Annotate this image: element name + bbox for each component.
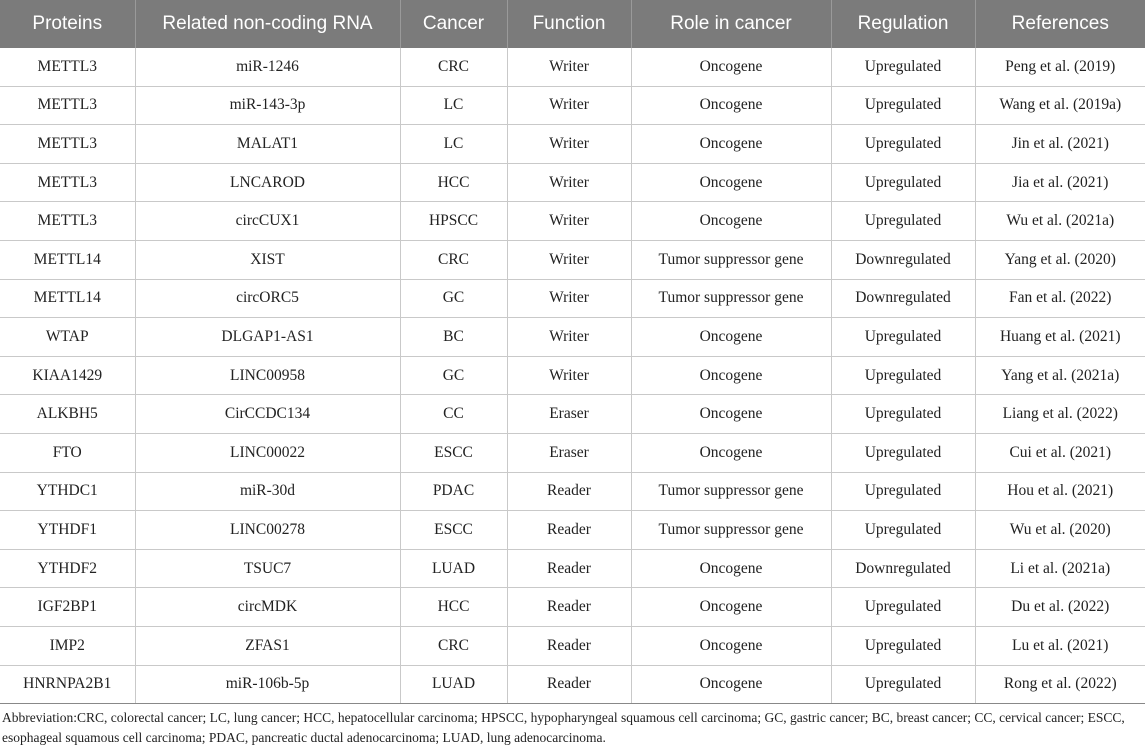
table-cell: Reader bbox=[507, 549, 631, 588]
table-cell: GC bbox=[400, 279, 507, 318]
table-cell: Upregulated bbox=[831, 318, 975, 357]
table-cell: miR-106b-5p bbox=[135, 665, 400, 704]
table-cell: Tumor suppressor gene bbox=[631, 279, 831, 318]
table-cell: ALKBH5 bbox=[0, 395, 135, 434]
column-header: References bbox=[975, 0, 1145, 48]
table-cell: LINC00958 bbox=[135, 356, 400, 395]
table-cell: Hou et al. (2021) bbox=[975, 472, 1145, 511]
table-cell: KIAA1429 bbox=[0, 356, 135, 395]
table-cell: Oncogene bbox=[631, 626, 831, 665]
table-footnote: Abbreviation:CRC, colorectal cancer; LC, lung cancer; HCC, hepatocellular carcinoma; HPSCC, hypopharyngeal squamous cell carcinoma; GC, gastric cancer; BC, breast cancer; CC, cervical cancer; ESCC, esophageal squamous cell carcinoma; PDAC, pancreatic ductal adenocarcinoma; LUAD, lung adenocarcinoma. bbox=[2, 710, 1125, 745]
table-row bbox=[0, 588, 1145, 627]
table-cell: Oncogene bbox=[631, 433, 831, 472]
table-cell: Upregulated bbox=[831, 588, 975, 627]
column-header: Cancer bbox=[400, 0, 507, 48]
table-row bbox=[0, 318, 1145, 357]
table-cell: IGF2BP1 bbox=[0, 588, 135, 627]
table-cell: YTHDC1 bbox=[0, 472, 135, 511]
table-cell: WTAP bbox=[0, 318, 135, 357]
table-cell: Upregulated bbox=[831, 433, 975, 472]
table-cell: ESCC bbox=[400, 433, 507, 472]
table-cell: ESCC bbox=[400, 511, 507, 550]
table-cell: LNCAROD bbox=[135, 163, 400, 202]
table-row bbox=[0, 549, 1145, 588]
table-cell: Lu et al. (2021) bbox=[975, 626, 1145, 665]
table-row bbox=[0, 433, 1145, 472]
table-cell: FTO bbox=[0, 433, 135, 472]
table-cell: CRC bbox=[400, 48, 507, 86]
table-cell: Peng et al. (2019) bbox=[975, 48, 1145, 86]
table-cell: Downregulated bbox=[831, 279, 975, 318]
table-cell: METTL3 bbox=[0, 202, 135, 241]
table-cell: HPSCC bbox=[400, 202, 507, 241]
table-cell: miR-1246 bbox=[135, 48, 400, 86]
table-cell: ZFAS1 bbox=[135, 626, 400, 665]
table-cell: Wu et al. (2021a) bbox=[975, 202, 1145, 241]
table-row bbox=[0, 395, 1145, 434]
table-cell: Reader bbox=[507, 665, 631, 704]
column-header: Regulation bbox=[831, 0, 975, 48]
table-cell: Upregulated bbox=[831, 48, 975, 86]
table-cell: Oncogene bbox=[631, 163, 831, 202]
table-cell: METTL14 bbox=[0, 240, 135, 279]
table-cell: Upregulated bbox=[831, 163, 975, 202]
table-cell: Oncogene bbox=[631, 86, 831, 125]
table-cell: Huang et al. (2021) bbox=[975, 318, 1145, 357]
table-cell: HCC bbox=[400, 163, 507, 202]
table-cell: Downregulated bbox=[831, 240, 975, 279]
table-header-row bbox=[0, 0, 1145, 48]
table-cell: Writer bbox=[507, 279, 631, 318]
table-cell: Oncogene bbox=[631, 549, 831, 588]
table-cell: Oncogene bbox=[631, 665, 831, 704]
table-cell: Reader bbox=[507, 626, 631, 665]
column-header: Proteins bbox=[0, 0, 135, 48]
table-cell: Li et al. (2021a) bbox=[975, 549, 1145, 588]
table-cell: Upregulated bbox=[831, 202, 975, 241]
table-cell: Oncogene bbox=[631, 395, 831, 434]
table-cell: XIST bbox=[135, 240, 400, 279]
table-cell: TSUC7 bbox=[135, 549, 400, 588]
table-row bbox=[0, 472, 1145, 511]
table-cell: PDAC bbox=[400, 472, 507, 511]
table-cell: DLGAP1-AS1 bbox=[135, 318, 400, 357]
table-cell: BC bbox=[400, 318, 507, 357]
table-cell: METTL3 bbox=[0, 125, 135, 164]
table-cell: Yang et al. (2021a) bbox=[975, 356, 1145, 395]
table-row bbox=[0, 665, 1145, 704]
table-cell: LINC00022 bbox=[135, 433, 400, 472]
table-cell: Tumor suppressor gene bbox=[631, 240, 831, 279]
table-cell: Reader bbox=[507, 472, 631, 511]
table-cell: Jia et al. (2021) bbox=[975, 163, 1145, 202]
table-row bbox=[0, 125, 1145, 164]
table-cell: LUAD bbox=[400, 549, 507, 588]
table-cell: Oncogene bbox=[631, 588, 831, 627]
table-row bbox=[0, 511, 1145, 550]
table-cell: IMP2 bbox=[0, 626, 135, 665]
table-cell: Reader bbox=[507, 588, 631, 627]
table-cell: GC bbox=[400, 356, 507, 395]
table-cell: HNRNPA2B1 bbox=[0, 665, 135, 704]
table-cell: Upregulated bbox=[831, 626, 975, 665]
table-cell: Du et al. (2022) bbox=[975, 588, 1145, 627]
column-header: Related non-coding RNA bbox=[135, 0, 400, 48]
table-cell: CRC bbox=[400, 626, 507, 665]
table-cell: Oncogene bbox=[631, 48, 831, 86]
table-cell: miR-143-3p bbox=[135, 86, 400, 125]
table-cell: LC bbox=[400, 86, 507, 125]
table-cell: Writer bbox=[507, 356, 631, 395]
table-row bbox=[0, 356, 1145, 395]
table-cell: CRC bbox=[400, 240, 507, 279]
table-cell: Reader bbox=[507, 511, 631, 550]
table-row bbox=[0, 163, 1145, 202]
table-cell: Downregulated bbox=[831, 549, 975, 588]
table-cell: Writer bbox=[507, 86, 631, 125]
table-cell: Upregulated bbox=[831, 125, 975, 164]
table-cell: Writer bbox=[507, 202, 631, 241]
table-cell: Liang et al. (2022) bbox=[975, 395, 1145, 434]
table-cell: Eraser bbox=[507, 433, 631, 472]
table-cell: Rong et al. (2022) bbox=[975, 665, 1145, 704]
table-cell: Upregulated bbox=[831, 665, 975, 704]
table-cell: METTL3 bbox=[0, 163, 135, 202]
table-row bbox=[0, 202, 1145, 241]
table-cell: Upregulated bbox=[831, 472, 975, 511]
table-row bbox=[0, 240, 1145, 279]
table-cell: Tumor suppressor gene bbox=[631, 511, 831, 550]
table-cell: circMDK bbox=[135, 588, 400, 627]
table-cell: Oncogene bbox=[631, 318, 831, 357]
table-cell: METTL3 bbox=[0, 48, 135, 86]
table-cell: miR-30d bbox=[135, 472, 400, 511]
table-row bbox=[0, 86, 1145, 125]
table-cell: Tumor suppressor gene bbox=[631, 472, 831, 511]
table-cell: circORC5 bbox=[135, 279, 400, 318]
table-row bbox=[0, 626, 1145, 665]
table-row bbox=[0, 279, 1145, 318]
table-body bbox=[0, 48, 1145, 704]
table-cell: Oncogene bbox=[631, 125, 831, 164]
table-row bbox=[0, 48, 1145, 86]
table-cell: Cui et al. (2021) bbox=[975, 433, 1145, 472]
table-cell: LC bbox=[400, 125, 507, 164]
table-cell: HCC bbox=[400, 588, 507, 627]
table-cell: Upregulated bbox=[831, 511, 975, 550]
table-cell: CC bbox=[400, 395, 507, 434]
table-cell: YTHDF1 bbox=[0, 511, 135, 550]
table-cell: YTHDF2 bbox=[0, 549, 135, 588]
table-cell: Writer bbox=[507, 318, 631, 357]
table-cell: Eraser bbox=[507, 395, 631, 434]
table-cell: Writer bbox=[507, 240, 631, 279]
table-cell: LINC00278 bbox=[135, 511, 400, 550]
table-cell: Writer bbox=[507, 48, 631, 86]
table-cell: METTL3 bbox=[0, 86, 135, 125]
column-header: Role in cancer bbox=[631, 0, 831, 48]
column-header: Function bbox=[507, 0, 631, 48]
table-cell: Writer bbox=[507, 125, 631, 164]
table-cell: Fan et al. (2022) bbox=[975, 279, 1145, 318]
table-cell: circCUX1 bbox=[135, 202, 400, 241]
table-cell: Upregulated bbox=[831, 395, 975, 434]
table-cell: Yang et al. (2020) bbox=[975, 240, 1145, 279]
table-cell: Writer bbox=[507, 163, 631, 202]
table-cell: Wu et al. (2020) bbox=[975, 511, 1145, 550]
table-cell: Oncogene bbox=[631, 202, 831, 241]
table-cell: Upregulated bbox=[831, 356, 975, 395]
table-cell: Wang et al. (2019a) bbox=[975, 86, 1145, 125]
table-cell: MALAT1 bbox=[135, 125, 400, 164]
table-cell: METTL14 bbox=[0, 279, 135, 318]
table-cell: Upregulated bbox=[831, 86, 975, 125]
table-cell: LUAD bbox=[400, 665, 507, 704]
table-cell: Jin et al. (2021) bbox=[975, 125, 1145, 164]
table-cell: CirCCDC134 bbox=[135, 395, 400, 434]
table-cell: Oncogene bbox=[631, 356, 831, 395]
